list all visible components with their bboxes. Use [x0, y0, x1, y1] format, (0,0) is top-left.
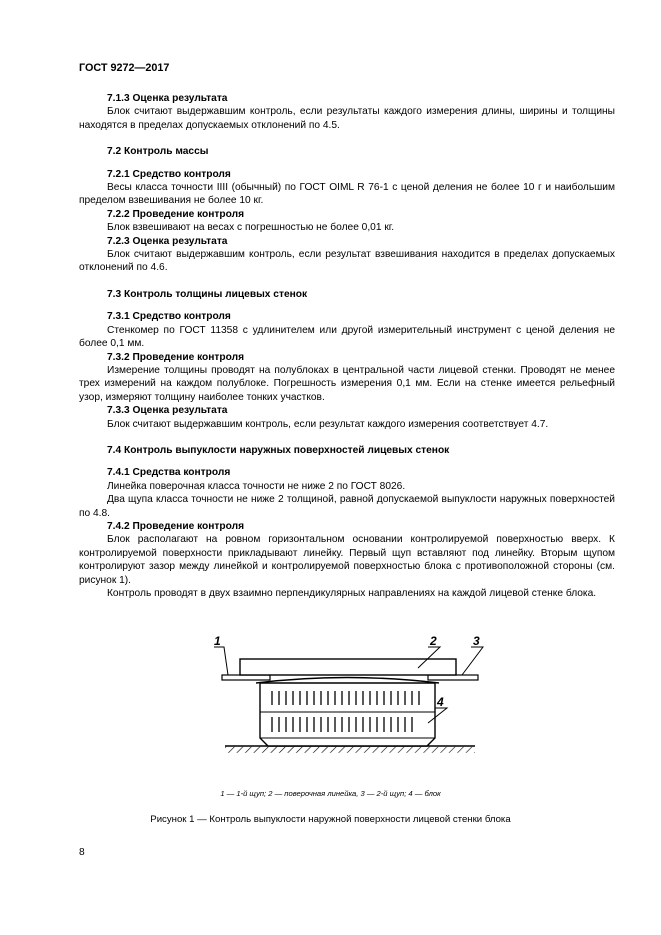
page-number: 8	[79, 847, 85, 858]
heading-7-2: 7.2 Контроль массы	[107, 146, 209, 158]
paragraph-7-3-3: Блок считают выдержавшим контроль, если результат каждого измерения соответствует 4.7.	[107, 418, 549, 430]
heading-7-3-1: 7.3.1 Средство контроля	[107, 311, 231, 323]
heading-7-4-1: 7.4.1 Средства контроля	[107, 467, 231, 479]
heading-7-2-2: 7.2.2 Проведение контроля	[107, 208, 245, 220]
heading-7-1-3: 7.1.3 Оценка результата	[107, 93, 228, 104]
ground-base	[225, 746, 475, 753]
paragraph-7-1-3: Блок считают выдержавшим контроль, если результаты каждого измерения длины, ширины и толщины находятся в пределах допускаемых отклонений по 4.5.	[79, 106, 615, 131]
paragraph-7-3-2: Измерение толщины проводят на полублоках в центральной части лицевой стенки. Проводят не менее трех измерений на каждом полублоке. Погрешность измерения 0,1 мм. Если на стенке имеется рельефный узор, измеряют толщину наиболее тонких участков.	[79, 364, 615, 403]
heading-7-3-2: 7.3.2 Проведение контроля	[107, 351, 245, 363]
document-body	[79, 92, 615, 600]
label-4: 4	[437, 695, 444, 709]
convex-surface	[256, 678, 439, 684]
heading-7-2-1: 7.2.1 Средство контроля	[107, 168, 231, 180]
paragraph-7-2-3: Блок считают выдержавшим контроль, если результат взвешивания находится в пределах допускаемых отклонений по 4.6.	[79, 249, 615, 274]
paragraph-7-4-1-a: Линейка поверочная класса точности не ниже 2 по ГОСТ 8026.	[107, 480, 406, 492]
figure-legend: 1 — 1-й щуп; 2 — поверочная линейка, 3 — 2-й щуп; 4 — блок	[220, 789, 441, 798]
block	[260, 683, 435, 746]
heading-7-3: 7.3 Контроль толщины лицевых стенок	[107, 288, 308, 300]
figure-1-diagram	[200, 628, 500, 763]
straightedge	[240, 659, 456, 675]
paragraph-7-4-1-b: Два щупа класса точности не ниже 2 толщиной, равной допускаемой выпуклости наружных поверхностей по 4.8.	[79, 494, 615, 519]
heading-7-2-3: 7.2.3 Оценка результата	[107, 235, 228, 247]
document-header: ГОСТ 9272—2017	[79, 62, 170, 74]
label-2: 2	[430, 634, 437, 648]
heading-7-4-2: 7.4.2 Проведение контроля	[107, 520, 245, 532]
paragraph-7-2-1: Весы класса точности IIII (обычный) по ГОСТ OIML R 76-1 с ценой деления не более 10 г и наибольшим пределом взвешивания не более 10 кг.	[79, 182, 615, 207]
heading-7-3-3: 7.3.3 Оценка результата	[107, 405, 228, 417]
feeler-gauge-2	[428, 675, 478, 680]
heading-7-4: 7.4 Контроль выпуклости наружных поверхностей лицевых стенок	[107, 444, 450, 456]
label-3: 3	[473, 634, 480, 648]
label-1: 1	[214, 634, 221, 648]
paragraph-7-4-2-a: Блок располагают на ровном горизонтальном основании контролируемой поверхностью вверх. К контролируемой поверхности прикладывают линейку. Первый щуп вставляют под линейку. Вторым щупом контролируют зазор между линейкой и контролируемой поверхностью блока с противоположной стороны (см. рисунок 1).	[79, 534, 615, 586]
paragraph-7-4-2-b: Контроль проводят в двух взаимно перпендикулярных направлениях на каждой лицевой стенке блока.	[107, 588, 597, 599]
feeler-gauge-1	[222, 675, 270, 680]
figure-caption: Рисунок 1 — Контроль выпуклости наружной поверхности лицевой стенки блока	[150, 814, 511, 825]
paragraph-7-2-2: Блок взвешивают на весах с погрешностью не более 0,01 кг.	[107, 222, 395, 234]
paragraph-7-3-1: Стенкомер по ГОСТ 11358 с удлинителем или другой измерительный инструмент с ценой деления не более 0,1 мм.	[79, 324, 615, 350]
